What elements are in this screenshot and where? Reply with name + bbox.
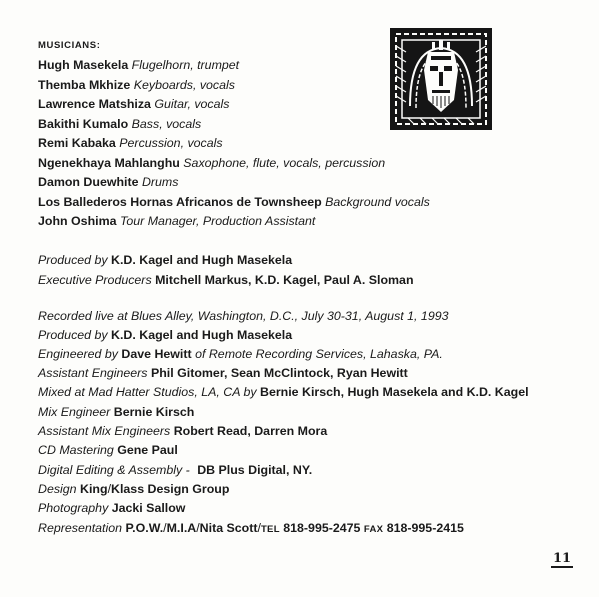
musician-name: Ngenekhaya Mahlanghu [38,156,180,170]
separator-slash: / [196,521,200,535]
musician-line [38,97,229,112]
credit-suffix: of Remote Recording Services, Lahaska, PA. [195,347,443,361]
credit-names: P.O.W. [125,521,164,535]
recorded-line [38,309,449,324]
credit-names: Bernie Kirsch, Hugh Masekela and K.D. Kagel [260,385,529,399]
musician-name: Los Ballederos Hornas Africanos de Townsheep [38,195,322,209]
credit-label: Produced by [38,328,108,342]
musician-role: Guitar, vocals [154,97,230,111]
musician-line [38,58,239,73]
credit-names: K.D. Kagel and Hugh Masekela [111,328,293,342]
musician-name: Themba Mkhize [38,78,131,92]
musician-name: Bakithi Kumalo [38,117,129,131]
tel-number: 818-995-2475 [283,521,361,535]
digital-editing-line [38,463,312,478]
credit-label: Assistant Mix Engineers [38,424,171,438]
separator-slash: / [163,521,167,535]
musician-line [38,156,385,171]
page-number: 11 [553,551,572,566]
credit-names: Mitchell Markus, K.D. Kagel, Paul A. Sloman [155,273,414,287]
fax-label: FAX [363,524,384,535]
musician-role: Flugelhorn, trumpet [131,58,240,72]
musician-role: Keyboards, vocals [133,78,235,92]
musician-line [38,78,235,93]
musicians-heading: MUSICIANS: [38,40,101,51]
credit-label: Representation [38,521,123,535]
musician-line [38,195,430,210]
credit-names: Robert Read, Darren Mora [173,424,328,438]
musician-role: Bass, vocals [131,117,202,131]
musician-role: Tour Manager, Production Assistant [119,214,316,228]
musician-name: Lawrence Matshiza [38,97,151,111]
representation-line [38,521,464,537]
musician-role: Saxophone, flute, vocals, percussion [183,156,386,170]
separator-slash: / [257,521,261,535]
musician-name: Remi Kabaka [38,136,116,150]
fax-number: 818-995-2415 [386,521,464,535]
executive-producers-line [38,273,414,288]
credit-names: King [80,482,108,496]
cd-mastering-line [38,443,178,458]
produced-by-line [38,328,292,343]
musician-line [38,136,223,151]
musician-line [38,117,201,132]
assistant-engineers-line [38,366,408,381]
credit-names: Nita Scott [199,521,258,535]
credit-label: Digital Editing & Assembly - [38,463,190,477]
photography-line [38,501,185,516]
musician-role: Drums [141,175,179,189]
tel-label: TEL [260,524,280,535]
musician-name: Damon Duewhite [38,175,139,189]
credit-label: Photography [38,501,109,515]
credit-label: Engineered by [38,347,118,361]
musician-name: Hugh Masekela [38,58,129,72]
credit-names: Jacki Sallow [111,501,186,515]
credit-label: Assistant Engineers [38,366,148,380]
credit-names: K.D. Kagel and Hugh Masekela [111,253,293,267]
credit-label: Produced by [38,253,108,267]
credit-label: Executive Producers [38,273,152,287]
produced-by-line [38,253,292,268]
credit-names: Klass Design Group [111,482,230,496]
credit-label: Design [38,482,77,496]
recorded-text: Recorded live at Blues Alley, Washington, D.C., July 30-31, August 1, 1993 [38,309,449,323]
engineered-line [38,347,443,362]
credit-names: Phil Gitomer, Sean McClintock, Ryan Hewitt [150,366,408,380]
credit-label: CD Mastering [38,443,114,457]
design-line [38,482,229,497]
credit-names: Gene Paul [117,443,178,457]
credit-names: M.I.A [166,521,197,535]
musician-role: Percussion, vocals [119,136,223,150]
credit-names: DB Plus Digital, NY. [197,463,313,477]
separator-slash: / [107,482,112,496]
credit-label: Mix Engineer [38,405,111,419]
musician-role: Background vocals [325,195,430,209]
mixed-line [38,385,529,400]
assistant-mix-engineers-line [38,424,327,439]
credit-names: Dave Hewitt [121,347,192,361]
musician-line [38,214,315,229]
credit-label: Mixed at Mad Hatter Studios, LA, CA by [38,385,257,399]
credit-names: Bernie Kirsch [113,405,195,419]
mix-engineer-line [38,405,194,420]
woodcut-mask-artwork-icon [388,26,494,132]
musician-name: John Oshima [38,214,117,228]
musician-line [38,175,178,190]
